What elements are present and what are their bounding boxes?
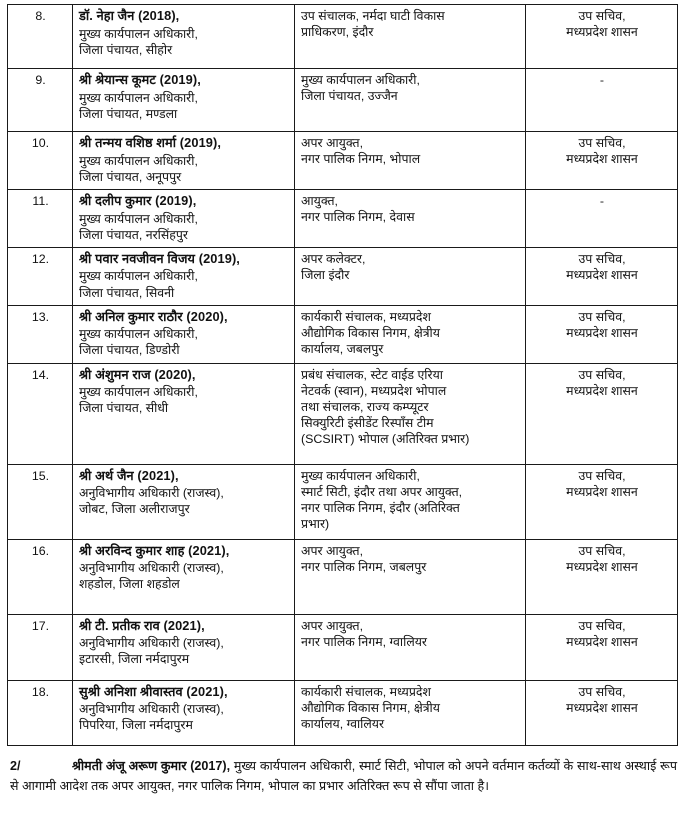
present-post-cell bbox=[295, 305, 526, 363]
present-post-line: कार्यकारी संचालक, मध्यप्रदेश bbox=[301, 309, 431, 324]
new-post-cell bbox=[526, 189, 678, 247]
new-post-line: उप सचिव, bbox=[578, 9, 626, 23]
new-post-line: उप सचिव, bbox=[578, 136, 626, 150]
officer-name-cell bbox=[73, 363, 295, 464]
table-row bbox=[8, 305, 678, 363]
new-post-line: उप सचिव, bbox=[578, 367, 626, 382]
new-post-cell bbox=[526, 539, 678, 614]
officer-designation: मुख्य कार्यपालन अधिकारी, bbox=[79, 269, 198, 284]
present-post-line: नगर पालिक निगम, जबलपुर bbox=[301, 559, 427, 574]
present-post-line: नगर पालिक निगम, ग्वालियर bbox=[301, 634, 427, 649]
officer-location: इटारसी, जिला नर्मदापुरम bbox=[79, 652, 190, 667]
new-post-cell bbox=[526, 247, 678, 305]
row-serial-number: 12. bbox=[8, 247, 73, 305]
present-post-line: औद्योगिक विकास निगम, क्षेत्रीय bbox=[301, 700, 440, 715]
officer-designation: मुख्य कार्यपालन अधिकारी, bbox=[79, 211, 198, 226]
officer-location: जिला पंचायत, अनूपपुर bbox=[79, 169, 182, 184]
officer-location: जिला पंचायत, सीहोर bbox=[79, 42, 173, 57]
row-serial-number: 13. bbox=[8, 305, 73, 363]
present-post-cell bbox=[295, 464, 526, 539]
officer-designation: मुख्य कार्यपालन अधिकारी, bbox=[79, 153, 198, 168]
present-post-line: प्राधिकरण, इंदौर bbox=[301, 25, 374, 40]
officer-name-cell bbox=[73, 305, 295, 363]
table-body bbox=[8, 5, 678, 746]
officer-name-cell bbox=[73, 614, 295, 680]
new-post-line: मध्यप्रदेश शासन bbox=[566, 267, 638, 282]
officer-name-cell bbox=[73, 132, 295, 190]
officer-location: जिला पंचायत, डिण्डोरी bbox=[79, 343, 180, 358]
row-serial-number: 9. bbox=[8, 69, 73, 132]
row-serial-number: 17. bbox=[8, 614, 73, 680]
officer-name: श्री श्रेयान्स कूमट (2019), bbox=[79, 72, 201, 87]
present-post-cell bbox=[295, 132, 526, 190]
table-row bbox=[8, 539, 678, 614]
new-post-line: मध्यप्रदेश शासन bbox=[566, 383, 638, 398]
present-post-cell bbox=[295, 189, 526, 247]
new-post-line: उप सचिव, bbox=[578, 618, 626, 633]
table-row bbox=[8, 189, 678, 247]
footer-paragraph bbox=[10, 757, 677, 796]
officer-location: जिला पंचायत, मण्डला bbox=[79, 106, 178, 121]
present-post-line: जिला इंदौर bbox=[301, 267, 350, 282]
present-post-line: तथा संचालक, राज्य कम्प्यूटर bbox=[301, 399, 429, 414]
new-post-line: मध्यप्रदेश शासन bbox=[566, 484, 638, 499]
new-post-line: उप सचिव, bbox=[578, 543, 626, 558]
new-post-cell bbox=[526, 363, 678, 464]
present-post-line: आयुक्त, bbox=[301, 193, 338, 208]
officer-name: श्री अनिल कुमार राठौर (2020), bbox=[79, 308, 228, 324]
table-row bbox=[8, 464, 678, 539]
present-post-cell bbox=[295, 363, 526, 464]
present-post-line: मुख्य कार्यपालन अधिकारी, bbox=[301, 468, 420, 483]
officer-designation: मुख्य कार्यपालन अधिकारी, bbox=[79, 327, 198, 342]
table-row bbox=[8, 680, 678, 745]
new-post-line: उप सचिव, bbox=[578, 251, 626, 266]
present-post-line: अपर आयुक्त, bbox=[301, 543, 364, 558]
officer-name: श्री अर्थ जैन (2021), bbox=[79, 467, 179, 483]
row-serial-number: 15. bbox=[8, 464, 73, 539]
present-post-line: कार्यालय, जबलपुर bbox=[301, 341, 384, 356]
new-post-line: मध्यप्रदेश शासन bbox=[566, 634, 638, 649]
row-serial-number: 14. bbox=[8, 363, 73, 464]
officer-location: जिला पंचायत, नरसिंहपुर bbox=[79, 227, 188, 242]
present-post-line: स्मार्ट सिटी, इंदौर तथा अपर आयुक्त, bbox=[301, 484, 463, 499]
new-post-line: - bbox=[599, 193, 605, 208]
officer-name: सुश्री अनिशा श्रीवास्तव (2021), bbox=[79, 683, 228, 699]
officer-transfer-table bbox=[7, 4, 678, 746]
present-post-cell bbox=[295, 680, 526, 745]
present-post-line: प्रभार) bbox=[301, 517, 330, 531]
new-post-cell bbox=[526, 680, 678, 745]
row-serial-number: 8. bbox=[8, 5, 73, 69]
present-post-line: उप संचालक, नर्मदा घाटी विकास bbox=[301, 9, 445, 23]
present-post-cell bbox=[295, 539, 526, 614]
officer-name: श्री तन्मय वशिष्ठ शर्मा (2019), bbox=[79, 135, 222, 150]
table-row bbox=[8, 614, 678, 680]
present-post-line: जिला पंचायत, उज्जैन bbox=[301, 89, 398, 104]
present-post-line: अपर आयुक्त, bbox=[301, 136, 364, 150]
present-post-cell bbox=[295, 69, 526, 132]
officer-name: डॉ. नेहा जैन (2018), bbox=[79, 8, 180, 23]
table-row bbox=[8, 363, 678, 464]
officer-designation: अनुविभागीय अधिकारी (राजस्व), bbox=[79, 702, 224, 717]
new-post-cell bbox=[526, 614, 678, 680]
officer-name-cell bbox=[73, 680, 295, 745]
present-post-line: नगर पालिक निगम, भोपाल bbox=[301, 152, 421, 167]
present-post-line: औद्योगिक विकास निगम, क्षेत्रीय bbox=[301, 325, 440, 340]
officer-name-cell bbox=[73, 247, 295, 305]
new-post-line: उप सचिव, bbox=[578, 468, 626, 483]
footer-officer-name: श्रीमती अंजू अरूण कुमार (2017), bbox=[72, 759, 231, 773]
footer-body-text: मुख्य कार्यपालन अधिकारी, स्मार्ट सिटी, भोपाल को अपने वर्तमान कर्तव्यों के साथ-साथ अस्थाई रूप से आगामी आदेश तक अपर आयुक्त, नगर पालिक निगम, भोपाल का प्रभार अतिरिक्त रूप से सौंपा जाता है। bbox=[10, 759, 677, 793]
officer-location: जिला पंचायत, सिवनी bbox=[79, 285, 175, 300]
present-post-line: प्रबंध संचालक, स्टेट वाईड एरिया bbox=[301, 367, 443, 382]
officer-name: श्री अरविन्द कुमार शाह (2021), bbox=[79, 542, 230, 558]
new-post-line: मध्यप्रदेश शासन bbox=[566, 559, 638, 574]
new-post-line: उप सचिव, bbox=[578, 684, 626, 699]
officer-name: श्री टी. प्रतीक राव (2021), bbox=[79, 617, 205, 633]
new-post-line: मध्यप्रदेश शासन bbox=[566, 152, 638, 167]
officer-location: जिला पंचायत, सीधी bbox=[79, 401, 169, 416]
present-post-cell bbox=[295, 5, 526, 69]
present-post-line: अपर आयुक्त, bbox=[301, 618, 364, 633]
officer-name-cell bbox=[73, 539, 295, 614]
present-post-cell bbox=[295, 614, 526, 680]
new-post-line: उप सचिव, bbox=[578, 309, 626, 324]
table-row bbox=[8, 69, 678, 132]
new-post-line: - bbox=[599, 73, 605, 87]
new-post-line: मध्यप्रदेश शासन bbox=[566, 700, 638, 715]
table-row bbox=[8, 132, 678, 190]
new-post-cell bbox=[526, 132, 678, 190]
table-row bbox=[8, 5, 678, 69]
officer-name: श्री अंशुमन राज (2020), bbox=[79, 366, 196, 382]
present-post-line: अपर कलेक्टर, bbox=[301, 251, 366, 266]
present-post-line: मुख्य कार्यपालन अधिकारी, bbox=[301, 73, 420, 87]
footer-clause-number: 2/ bbox=[10, 759, 21, 773]
new-post-cell bbox=[526, 464, 678, 539]
present-post-line: (SCSIRT) भोपाल (अतिरिक्त प्रभार) bbox=[301, 432, 470, 447]
officer-designation: मुख्य कार्यपालन अधिकारी, bbox=[79, 26, 198, 41]
officer-location: शहडोल, जिला शहडोल bbox=[79, 577, 180, 592]
officer-name: श्री पवार नवजीवन विजय (2019), bbox=[79, 250, 240, 266]
officer-location: पिपरिया, जिला नर्मदापुरम bbox=[79, 718, 193, 733]
row-serial-number: 10. bbox=[8, 132, 73, 190]
officer-name: श्री दलीप कुमार (2019), bbox=[79, 192, 197, 208]
officer-designation: अनुविभागीय अधिकारी (राजस्व), bbox=[79, 486, 224, 501]
new-post-line: मध्यप्रदेश शासन bbox=[566, 325, 638, 340]
present-post-cell bbox=[295, 247, 526, 305]
new-post-cell bbox=[526, 305, 678, 363]
officer-designation: अनुविभागीय अधिकारी (राजस्व), bbox=[79, 561, 224, 576]
row-serial-number: 18. bbox=[8, 680, 73, 745]
officer-designation: मुख्य कार्यपालन अधिकारी, bbox=[79, 385, 198, 400]
officer-name-cell bbox=[73, 5, 295, 69]
new-post-cell bbox=[526, 69, 678, 132]
row-serial-number: 11. bbox=[8, 189, 73, 247]
row-serial-number: 16. bbox=[8, 539, 73, 614]
present-post-line: सिक्युरिटी इंसीडेंट रिस्पॉंस टीम bbox=[301, 416, 434, 430]
present-post-line: कार्यालय, ग्वालियर bbox=[301, 716, 385, 731]
officer-name-cell bbox=[73, 464, 295, 539]
present-post-line: नेटवर्क (स्वान), मध्यप्रदेश भोपाल bbox=[301, 383, 447, 398]
new-post-line: मध्यप्रदेश शासन bbox=[566, 25, 638, 40]
present-post-line: कार्यकारी संचालक, मध्यप्रदेश bbox=[301, 684, 431, 699]
officer-designation: अनुविभागीय अधिकारी (राजस्व), bbox=[79, 636, 224, 651]
new-post-cell bbox=[526, 5, 678, 69]
present-post-line: नगर पालिक निगम, देवास bbox=[301, 210, 415, 224]
officer-name-cell bbox=[73, 189, 295, 247]
officer-designation: मुख्य कार्यपालन अधिकारी, bbox=[79, 90, 198, 105]
present-post-line: नगर पालिक निगम, इंदौर (अतिरिक्त bbox=[301, 500, 460, 515]
officer-name-cell bbox=[73, 69, 295, 132]
table-row bbox=[8, 247, 678, 305]
officer-location: जोबट, जिला अलीराजपुर bbox=[79, 502, 190, 517]
